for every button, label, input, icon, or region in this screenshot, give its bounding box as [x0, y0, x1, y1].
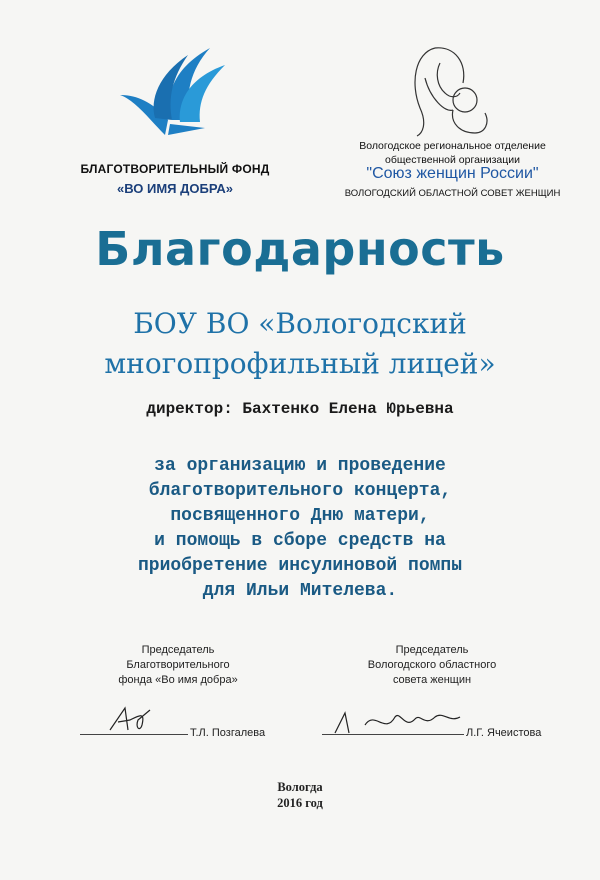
fund-name-line2: «ВО ИМЯ ДОБРА»	[116, 181, 233, 196]
signatory-title-line: Председатель	[395, 644, 469, 656]
body-line: приобретение инсулиновой помпы	[137, 556, 463, 576]
certificate-title: Благодарность	[95, 222, 505, 276]
signatory-title-line: Председатель	[141, 644, 215, 656]
region-branch-line: Вологодское региональное отделение	[359, 140, 546, 152]
signatory-title-line: Благотворительного	[126, 659, 230, 671]
bird-wings-logo-icon	[110, 40, 230, 140]
signatory-title-line: Вологодского областного	[367, 659, 497, 671]
public-org-line: общественной организации	[385, 154, 520, 166]
city: Вологда	[277, 780, 323, 794]
body-line: за организацию и проведение	[154, 456, 446, 476]
body-line: и помощь в сборе средств на	[154, 531, 446, 551]
body-line: посвященного Дню матери,	[170, 506, 430, 526]
signature-line	[80, 734, 188, 735]
recipient-line1: БОУ ВО «Вологодский	[133, 307, 467, 340]
union-name: "Союз женщин России"	[366, 165, 539, 182]
body-line: для Ильи Мителева.	[202, 581, 398, 601]
mother-child-logo-icon	[405, 38, 495, 138]
women-council-line: ВОЛОГОДСКИЙ ОБЛАСТНОЙ СОВЕТ ЖЕНЩИН	[344, 188, 561, 199]
recipient-line2: многопрофильный лицей»	[104, 347, 496, 380]
right-signatory-title	[332, 643, 532, 688]
left-signatory-title	[78, 643, 278, 688]
left-signatory-name: Т.Л. Позгалева	[190, 727, 266, 739]
year: 2016 год	[277, 796, 323, 810]
fund-name-line1: БЛАГОТВОРИТЕЛЬНЫЙ ФОНД	[80, 162, 270, 176]
director-line: директор: Бахтенко Елена Юрьевна	[146, 400, 454, 418]
signatory-title-line: совета женщин	[392, 674, 472, 686]
right-signatory-name: Л.Г. Ячеистова	[466, 727, 542, 739]
signatory-title-line: фонда «Во имя добра»	[118, 674, 238, 686]
body-line: благотворительного концерта,	[148, 481, 452, 501]
signature-line	[322, 734, 464, 735]
